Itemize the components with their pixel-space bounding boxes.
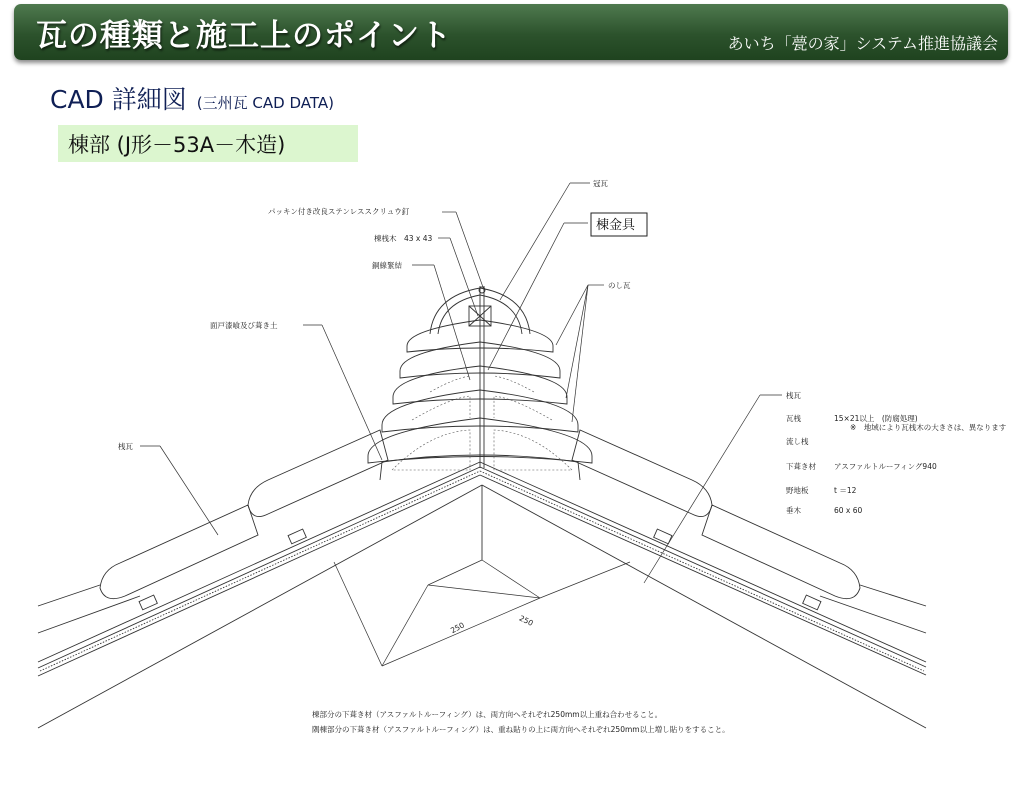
- roof-structure-lines: [38, 462, 926, 728]
- spec-row-value: アスファルトルーフィング940: [834, 462, 937, 471]
- dimension-label-left: 250: [449, 620, 466, 636]
- label-dousen: 銅線緊結: [372, 261, 402, 270]
- label-kanmuri: 冠瓦: [593, 179, 608, 188]
- heading-main: CAD 詳細図: [50, 85, 187, 114]
- heading-sub: (三州瓦 CAD DATA): [196, 94, 334, 112]
- label-munesangi: 棟桟木 43 x 43: [374, 234, 433, 243]
- label-munekanagu: 棟金具: [596, 218, 636, 233]
- right-roof-tiles: [572, 430, 926, 633]
- section-label: 棟部 (J形－53A－木造): [68, 133, 286, 157]
- label-menado: 面戸漆喰及び葺き土: [210, 321, 278, 330]
- slide-title: 瓦の種類と施工上のポイント: [36, 18, 452, 54]
- spec-list: [786, 390, 1007, 515]
- leader-lines: [140, 183, 782, 583]
- left-roof-tiles: [38, 430, 388, 633]
- spec-row-label: 野地板: [786, 486, 809, 495]
- spec-title: 桟瓦: [786, 391, 801, 400]
- organization-name: あいち「甍の家」システム推進協議会: [727, 34, 998, 53]
- spec-row-value: 15×21以上 (防腐処理): [834, 414, 918, 423]
- label-sangawara-left: 桟瓦: [118, 442, 133, 451]
- spec-row-value: 60 x 60: [834, 506, 863, 515]
- spec-row-value: ※ 地域により瓦桟木の大きさは、異なります: [850, 423, 1007, 432]
- label-packing-screw: パッキン付き改良ステンレススクリュウ釘: [268, 207, 410, 216]
- spec-row-label: 下葺き材: [786, 462, 816, 471]
- label-noshi: のし瓦: [608, 281, 631, 290]
- dimension-label-right: 250: [517, 613, 535, 628]
- spec-row-value: t ＝12: [834, 486, 857, 495]
- dimension-lines: [334, 560, 630, 666]
- spec-row-label: 流し桟: [786, 437, 809, 446]
- kanmuri-tile: [430, 286, 530, 468]
- spec-row-label: 垂木: [786, 506, 801, 515]
- spec-row-label: 瓦桟: [786, 414, 801, 423]
- note-line: 隅棟部分の下葺き材（アスファルトルーフィング）は、重ね貼りの上に両方向へそれぞれ250mm以上増し貼りをすること。: [312, 725, 730, 734]
- note-line: 棟部分の下葺き材（アスファルトルーフィング）は、両方向へそれぞれ250mm以上重ね合わせること。: [312, 710, 663, 719]
